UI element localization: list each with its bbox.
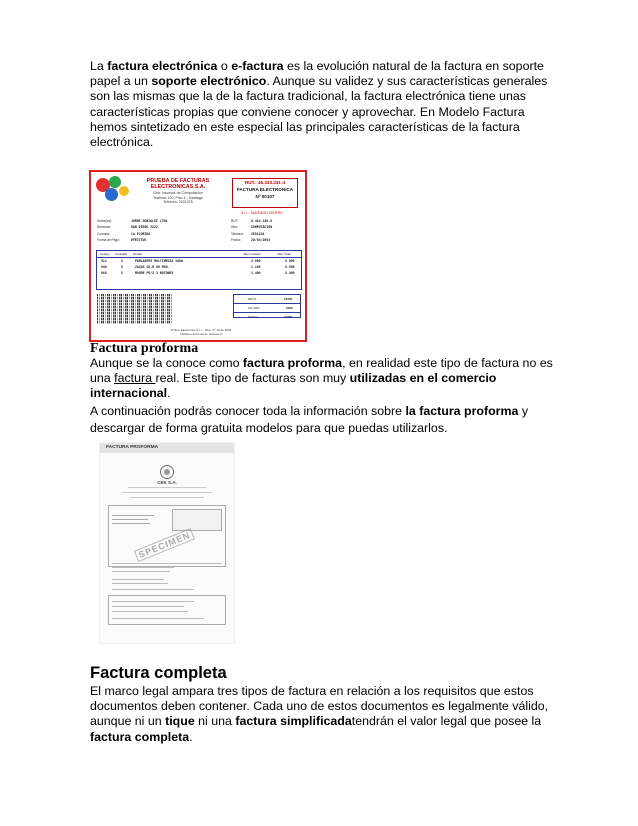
label: Señor(es): [97, 219, 112, 223]
proforma-paragraph-2 [90, 403, 560, 436]
totals-label: TOTAL [248, 315, 258, 319]
cell: 3 [121, 259, 123, 263]
invoice-company-details [143, 191, 213, 205]
divider [112, 611, 188, 612]
cell: PARLANTES MULTIMEDIA 180W. [135, 259, 185, 263]
divider [112, 589, 194, 590]
divider [112, 571, 170, 572]
label: Giro: [231, 225, 238, 230]
barcode-overlay [97, 294, 173, 324]
totals-row [234, 295, 300, 304]
doc-number: Nº 00107 [255, 194, 275, 199]
label: Forma de Pago: [97, 238, 120, 243]
cell: 1.400 [251, 271, 261, 275]
proforma-image-header: FACTURA PROFORMA [100, 443, 234, 453]
rut-box [232, 178, 298, 208]
completa-paragraph [90, 684, 560, 745]
text-segment: A continuación podrás conocer toda la información sobre [90, 404, 406, 418]
cell: 911 [101, 259, 107, 263]
totals-value: 2280 [286, 306, 293, 310]
gear-icon [119, 186, 129, 196]
cell: ZAZAS CD-R 80 MIN. [135, 265, 170, 269]
client-labels-right [231, 218, 244, 244]
text-segment: la factura proforma [405, 404, 519, 418]
heading-factura-completa: Factura completa [90, 664, 227, 682]
text-segment: factura electrónica [107, 59, 218, 73]
doc-type: FACTURA ELECTRONICA [236, 187, 294, 192]
col-header: Detalle [133, 252, 143, 256]
value: JORGE GONZALEZ LTDA [131, 219, 168, 223]
proforma-client-box [172, 509, 222, 531]
intro-paragraph [90, 59, 560, 150]
items-table [96, 250, 302, 290]
text-segment: es la evolución natural de la factura en soporte papel a un [90, 59, 544, 89]
cell: 6.400 [285, 271, 295, 275]
text-segment: factura completa [90, 729, 190, 744]
col-header: Valor Unitario [243, 252, 261, 256]
cell: 6.600 [285, 265, 295, 269]
label: Comuna: [97, 231, 110, 236]
col-header: Código [100, 252, 110, 256]
items-table-header [97, 251, 301, 258]
text-segment: factura [114, 371, 156, 386]
text-segment: factura simplificada [235, 714, 352, 729]
totals-value: 16400 [284, 297, 293, 301]
text-segment: Aunque se la conoce como [90, 356, 243, 370]
cell: 6 [121, 265, 123, 269]
specimen-stamp: SPECIMEN [134, 528, 195, 562]
cell: 1.100 [251, 265, 261, 269]
text-segment: factura proforma [242, 356, 343, 370]
cell: 040 [101, 265, 107, 269]
divider [112, 601, 194, 602]
value: 8.414.240-9 [251, 219, 273, 223]
label: RUT: [231, 219, 239, 223]
company-logo-icon [160, 465, 174, 479]
text-segment: soporte electrónico [151, 74, 267, 89]
invoice-company-title: PRUEBA DE FACTURAS ELECTRONICAS S.A. [146, 178, 210, 190]
cell: MOUSE PS/2 3 BOTONES [135, 271, 174, 275]
value: 2551234 [251, 231, 265, 236]
value: EFECTIVO [131, 238, 147, 243]
text-segment: y descargar de forma gratuita modelos para que puedas utilizarlos. [90, 404, 529, 435]
divider [130, 497, 204, 498]
gear-icon [109, 176, 121, 188]
text-segment: tique [165, 714, 195, 729]
client-values-right [251, 218, 272, 244]
value: SAN DIEGO 2222 [131, 225, 158, 230]
text-segment: tendrán el valor legal que posee la [351, 714, 542, 729]
proforma-paragraph-1 [90, 356, 560, 402]
proforma-notes-box [108, 595, 226, 625]
value: COMPUTACION [251, 225, 273, 230]
text-segment: o [217, 59, 232, 73]
text-segment: . [189, 729, 193, 744]
label: Telefono: [231, 231, 244, 236]
divider [128, 487, 206, 488]
client-values [131, 218, 167, 244]
divider [112, 618, 204, 619]
electronic-invoice-image [89, 170, 307, 342]
divider [112, 583, 168, 584]
text-segment: e-factura [231, 59, 284, 73]
value: LA FLORIDA [131, 231, 151, 236]
value: 28/04/2003 [251, 238, 271, 243]
divider [112, 579, 164, 580]
divider [122, 492, 212, 493]
sii-office: S.I.I. - SANTIAGO CENTRO [241, 211, 283, 215]
text-segment: , en realidad este tipo de factura no es una [90, 356, 553, 386]
cell: 5 [121, 271, 123, 275]
company-address: Teatinos 120, Piso 4 - Santiago [153, 195, 203, 200]
text-segment: El marco legal ampara tres tipos de factura en relación a los requisitos que estos documentos deben contener. Cada uno de estos documentos es legalmente válido, aunque ni un [90, 684, 549, 729]
cell: 2.000 [251, 259, 261, 263]
company-giro: Giro: Insumos de Computación [153, 191, 203, 195]
label: Fecha: [231, 238, 241, 243]
totals-label: NETO [248, 297, 257, 301]
divider [112, 515, 154, 516]
totals-label: IVA 19% [248, 306, 260, 310]
text-segment: real. Este tipo de facturas son muy [155, 371, 350, 386]
divider [112, 563, 222, 564]
cell: 6.000 [285, 259, 295, 263]
col-header: Cantidad [115, 252, 128, 256]
rut-number: RUT.: 45.333.331-4 [244, 180, 286, 185]
text-segment: . Aunque su validez y sus características generales son las mismas que la de la factura tradicional, la factura electrónica tiene unas características propias que conviene conocer y aprovechar. En Modelo Factura hemos sintetizado en este especial las principales características de la factura electrónica. [90, 74, 548, 150]
divider [112, 567, 174, 568]
totals-value: 16720 [284, 315, 293, 319]
proforma-invoice-image [100, 443, 234, 643]
invoice-footer [131, 328, 271, 336]
totals-row [234, 304, 300, 313]
col-header: Valor Total [277, 252, 291, 256]
divider [112, 519, 148, 520]
footer-line: Verifique documento: www.sii.cl [179, 332, 223, 336]
text-segment: . [167, 386, 171, 401]
client-labels [97, 218, 120, 244]
footer-line: Timbre Electrónico S.I.I. - Res. Nº 10 de 2003 [170, 328, 232, 332]
gear-icon [105, 188, 118, 201]
heading-factura-proforma: Factura proforma [90, 341, 199, 356]
totals-box [233, 294, 301, 318]
text-segment: ni una [194, 714, 236, 729]
text-segment: La [90, 59, 108, 73]
cell: 060 [101, 271, 107, 275]
text-segment: utilizadas en el comercio internacional [90, 371, 497, 401]
company-phone: Telefono: 2001376 [163, 200, 193, 205]
proforma-company-name: CEK S.A. [157, 480, 177, 485]
totals-row [234, 313, 300, 321]
divider [112, 523, 150, 524]
label: Dirección: [97, 225, 112, 230]
divider [112, 606, 184, 607]
